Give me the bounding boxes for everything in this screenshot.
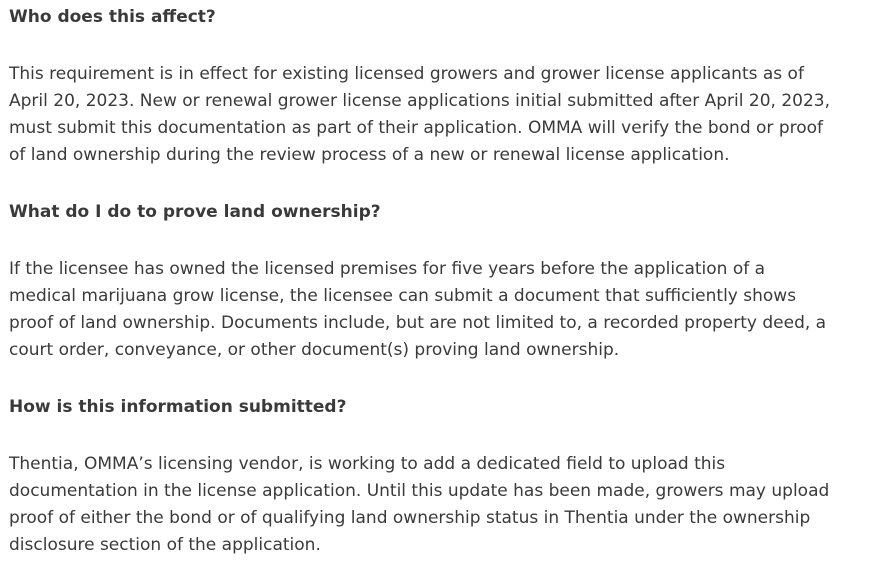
paragraph-line: If the licensee has owned the licensed premises for five years before the application of a xyxy=(9,259,766,279)
paragraph-line: court order, conveyance, or other document(s) proving land ownership. xyxy=(9,340,620,360)
paragraph-line: medical marijuana grow license, the licensee can submit a document that sufficiently shows xyxy=(9,286,797,306)
section-paragraph-how-submitted xyxy=(9,451,869,559)
paragraph-line: April 20, 2023. New or renewal grower license applications initial submitted after April 20, 2023, xyxy=(9,91,830,111)
section-heading-prove-ownership: What do I do to prove land ownership? xyxy=(9,202,381,222)
section-paragraph-who-affected xyxy=(9,61,869,169)
paragraph-line: proof of either the bond or of qualifying land ownership status in Thentia under the ownership xyxy=(9,508,811,528)
paragraph-line: Thentia, OMMA’s licensing vendor, is working to add a dedicated field to upload this xyxy=(9,454,726,474)
paragraph-line: This requirement is in effect for existing licensed growers and grower license applicants as of xyxy=(9,64,804,84)
paragraph-line: documentation in the license application. Until this update has been made, growers may upload xyxy=(9,481,830,501)
paragraph-line: of land ownership during the review process of a new or renewal license application. xyxy=(9,145,730,165)
paragraph-line: proof of land ownership. Documents include, but are not limited to, a recorded property deed, a xyxy=(9,313,827,333)
paragraph-line: disclosure section of the application. xyxy=(9,535,321,555)
section-heading-who-affected: Who does this affect? xyxy=(9,7,216,27)
paragraph-line: must submit this documentation as part of their application. OMMA will verify the bond or proof xyxy=(9,118,824,138)
section-paragraph-prove-ownership xyxy=(9,256,869,364)
section-heading-how-submitted: How is this information submitted? xyxy=(9,397,347,417)
